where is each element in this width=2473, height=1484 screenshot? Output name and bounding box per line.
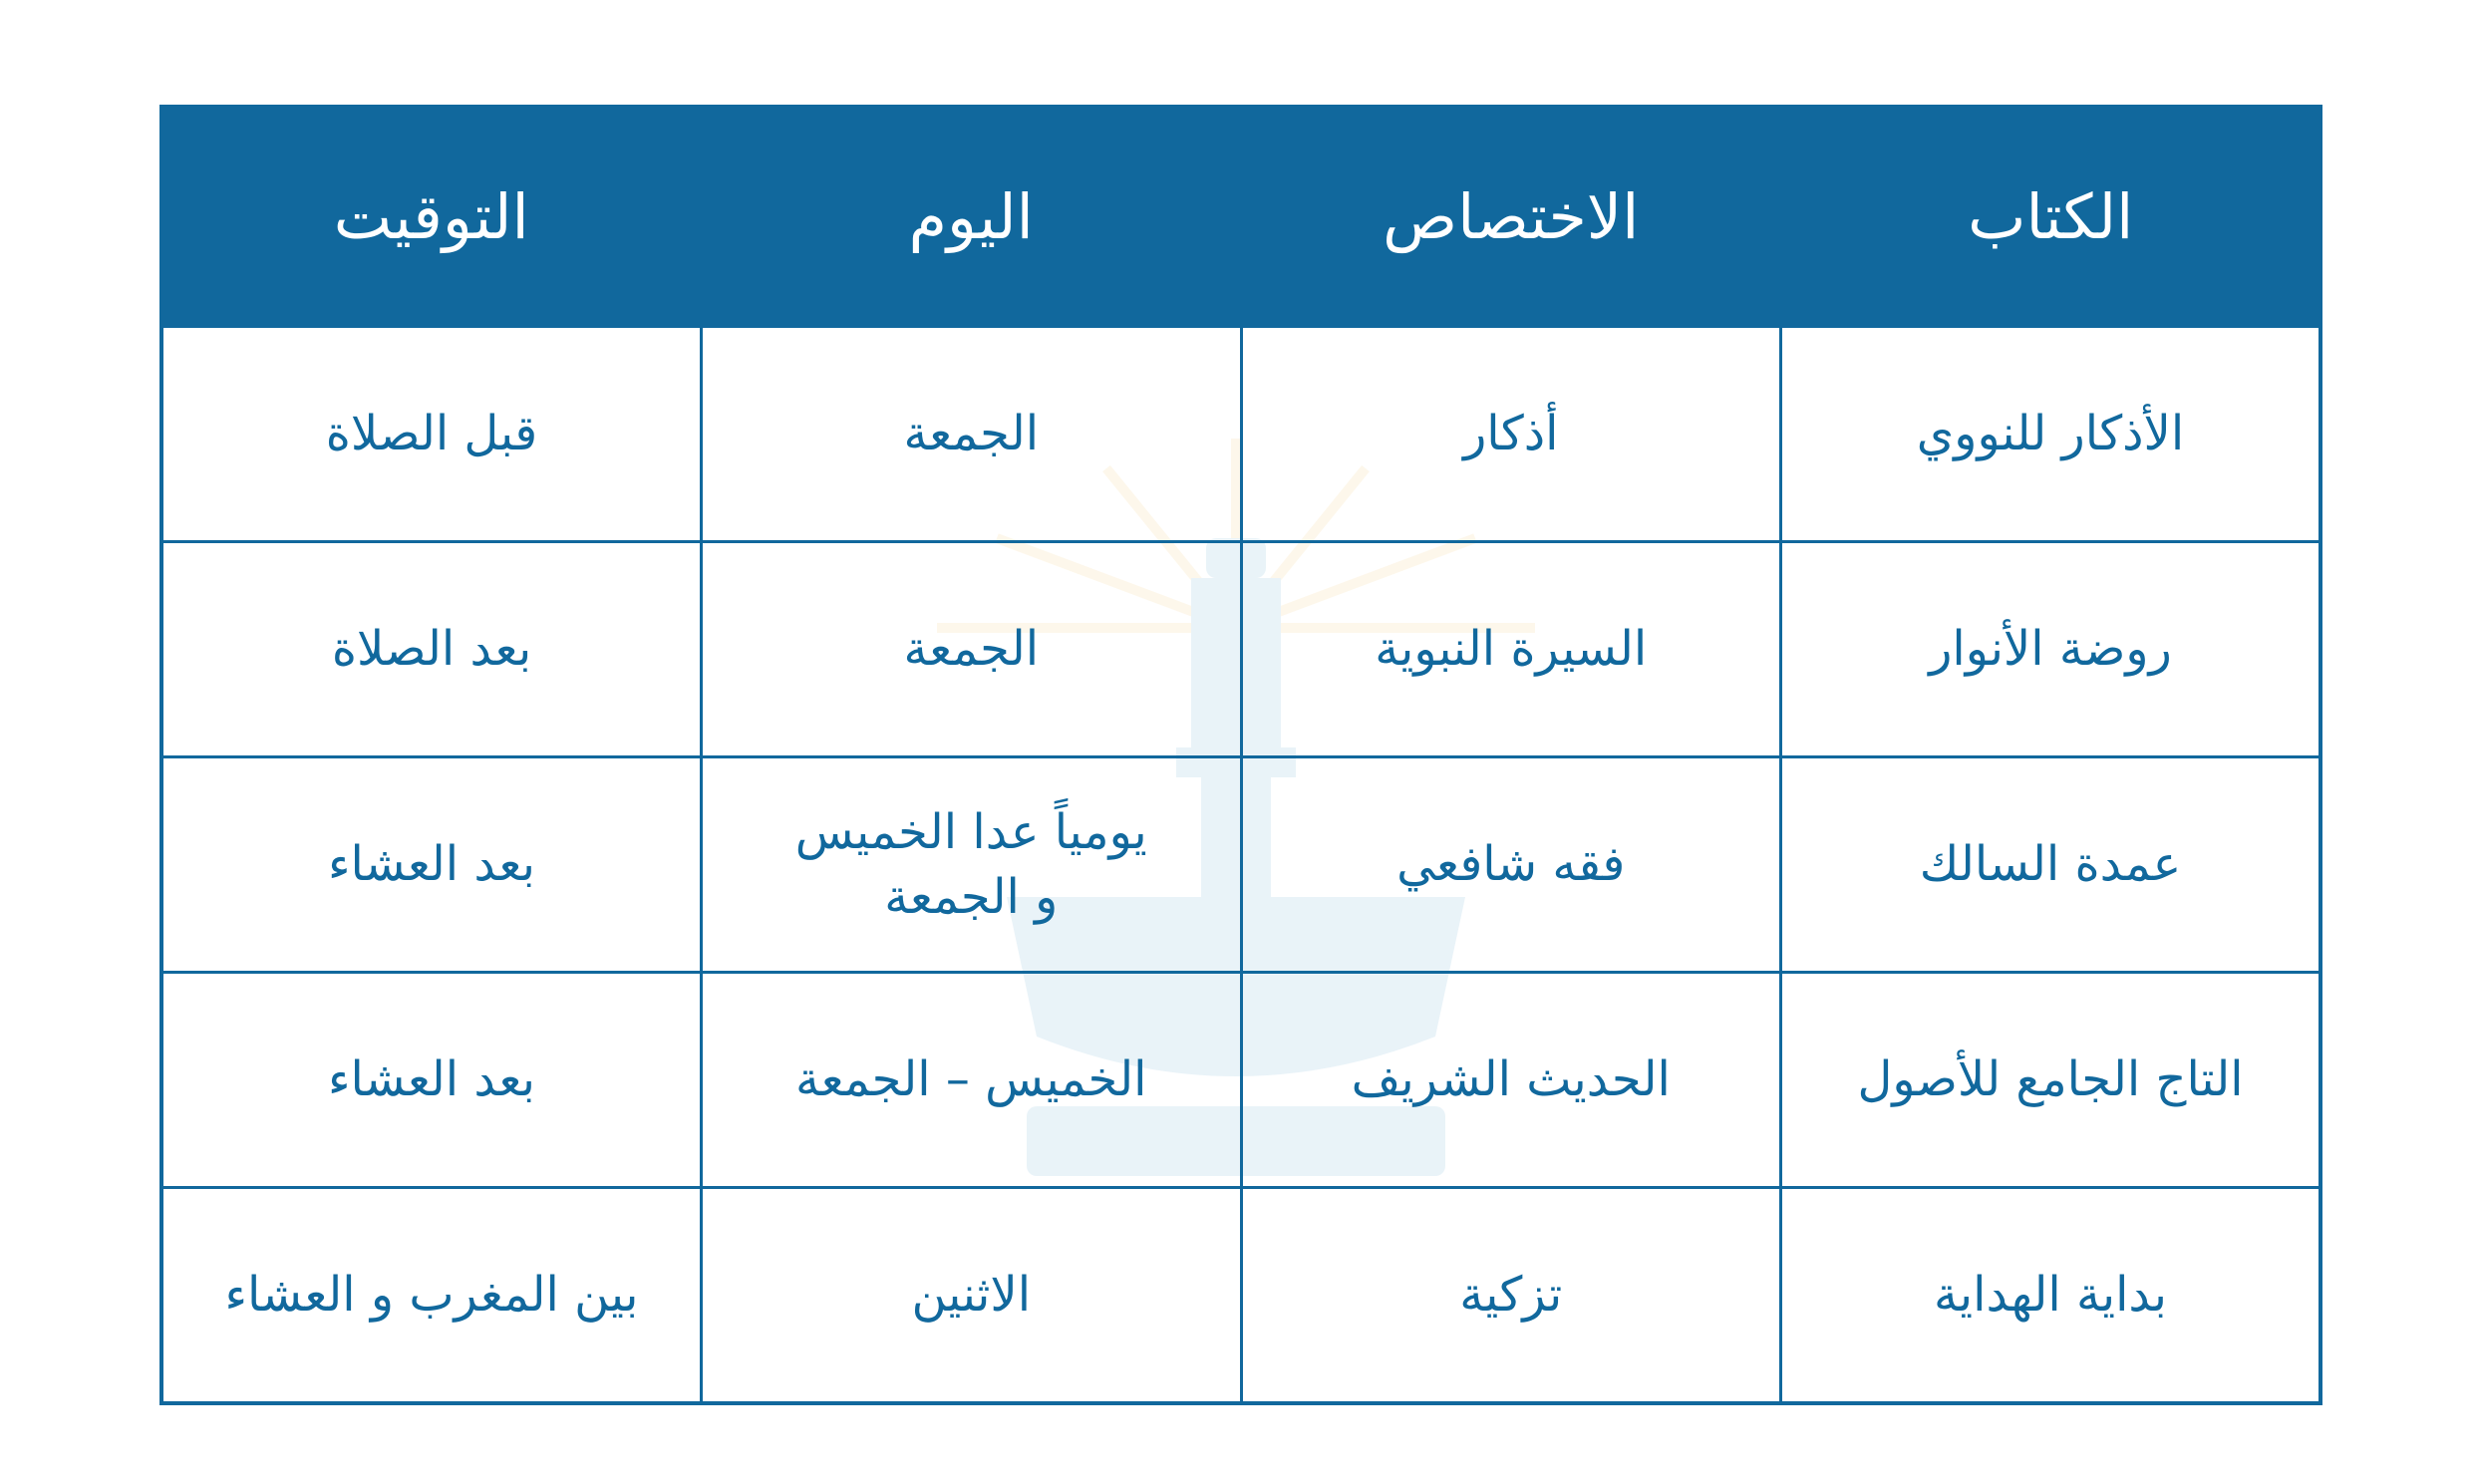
cell-day: الجمعة xyxy=(702,542,1242,757)
cell-book: عمدة السالك xyxy=(1781,757,2321,973)
table-row xyxy=(161,973,2320,1188)
header-specialty: الاختصاص xyxy=(1241,107,1781,326)
cell-book: روضة الأنوار xyxy=(1781,542,2321,757)
table-row xyxy=(161,542,2320,757)
header-day: اليوم xyxy=(702,107,1242,326)
cell-specialty: السيرة النبوية xyxy=(1241,542,1781,757)
cell-time: بعد العشاء xyxy=(161,973,702,1188)
cell-book: الأذكار للنووي xyxy=(1781,326,2321,542)
cell-day: الخميس – الجمعة xyxy=(702,973,1242,1188)
table-header-row xyxy=(161,107,2320,326)
cell-specialty: أذكار xyxy=(1241,326,1781,542)
header-time: التوقيت xyxy=(161,107,702,326)
cell-time: بعد الصلاة xyxy=(161,542,702,757)
cell-specialty: تزكية xyxy=(1241,1188,1781,1404)
table-row xyxy=(161,326,2320,542)
schedule-table xyxy=(159,105,2322,1405)
cell-book: بداية الهداية xyxy=(1781,1188,2321,1404)
cell-specialty: الحديث الشريف xyxy=(1241,973,1781,1188)
cell-time: بعد العشاء xyxy=(161,757,702,973)
cell-book: التاج الجامع للأصول xyxy=(1781,973,2321,1188)
cell-day: الاثنين xyxy=(702,1188,1242,1404)
header-book: الكتاب xyxy=(1781,107,2321,326)
schedule-table-container xyxy=(159,105,2322,1383)
cell-time: بين المغرب و العشاء xyxy=(161,1188,702,1404)
cell-time: قبل الصلاة xyxy=(161,326,702,542)
cell-day: الجمعة xyxy=(702,326,1242,542)
cell-day: يومياً عدا الخميس و الجمعة xyxy=(702,757,1242,973)
cell-specialty: فقه شافعي xyxy=(1241,757,1781,973)
table-row xyxy=(161,1188,2320,1404)
table-row xyxy=(161,757,2320,973)
